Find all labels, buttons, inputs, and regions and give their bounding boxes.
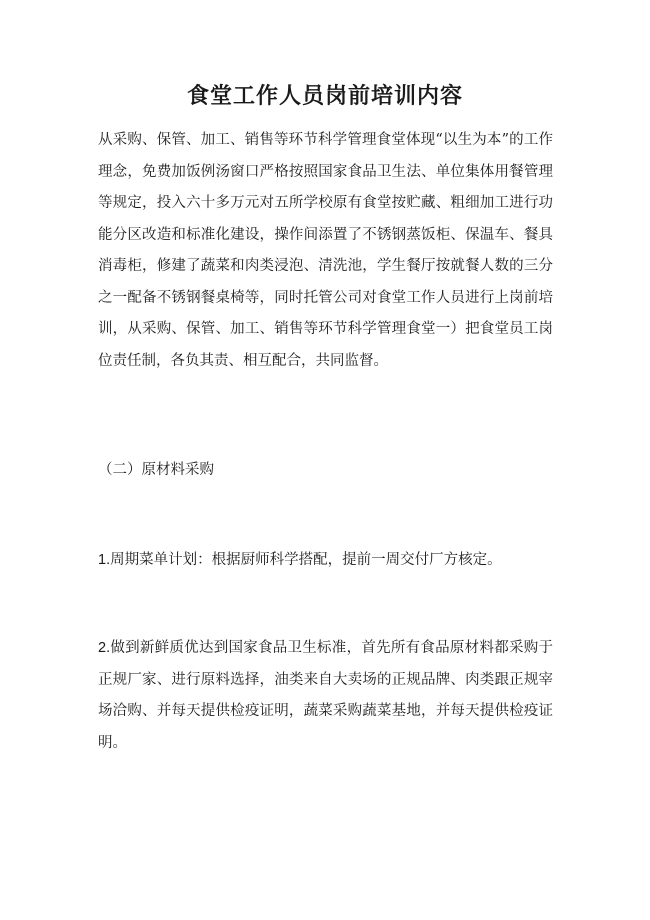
section-heading: （二）原材料采购 — [98, 462, 214, 478]
list-item — [98, 633, 553, 759]
list-item — [98, 545, 553, 577]
item-text: 周期菜单计划：根据厨师科学搭配，提前一周交付厂方核定。 — [110, 552, 502, 568]
document-title: 食堂工作人员岗前培训内容 — [186, 83, 463, 109]
item-text: 做到新鲜质优达到国家食品卫生标准，首先所有食品原材料都采购于正规厂家、进行原料选择，油类来自大卖场的正规品牌、肉类跟正规宰场洽购、并每天提供检疫证明，蔬菜采购蔬菜基地，并每天提供检疫证明。 — [98, 640, 553, 751]
item-number: 2. — [98, 640, 111, 656]
intro-paragraph: 从采购、保管、加工、销售等环节科学管理食堂体现“以生为本”的工作理念，免费加饭例汤窗口严格按照国家食品卫生法、单位集体用餐管理等规定，投入六十多万元对五所学校原有食堂按贮藏、粗细加工进行功能分区改造和标准化建设，操作间添置了不锈钢蒸饭柜、保温车、餐具消毒柜，修建了蔬菜和肉类浸泡、清洗池，学生餐厅按就餐人数的三分之一配备不锈钢餐桌椅等，同时托管公司对食堂工作人员进行上岗前培训，从采购、保管、加工、销售等环节科学管理食堂一）把食堂员工岗位责任制，各负其责、相互配合，共同监督。 — [98, 132, 553, 369]
item-number: 1. — [98, 552, 111, 568]
